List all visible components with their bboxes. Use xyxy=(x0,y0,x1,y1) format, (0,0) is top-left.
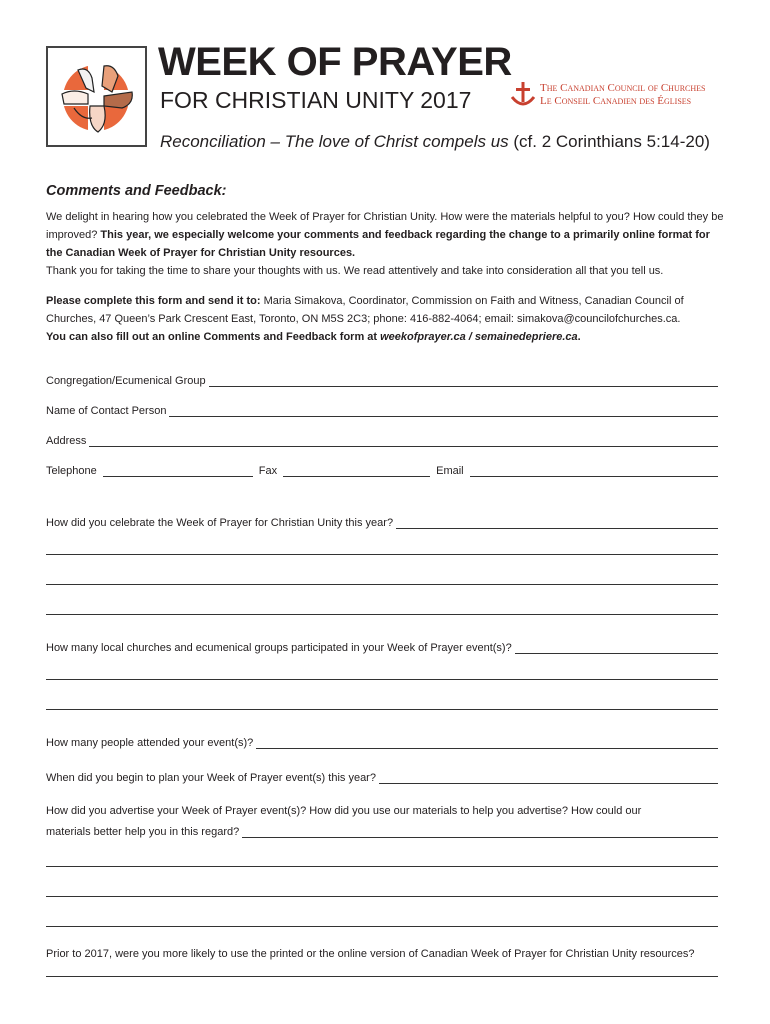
page-title: WEEK OF PRAYER xyxy=(158,40,512,84)
email-label: Email xyxy=(436,465,464,477)
question-participants-label: How many local churches and ecumenical groups participated in your Week of Prayer event(s)? xyxy=(46,642,512,654)
page-title-line2: FOR CHRISTIAN UNITY 2017 xyxy=(160,87,472,113)
answer-line[interactable] xyxy=(46,554,718,555)
question-attendance-label: How many people attended your event(s)? xyxy=(46,737,254,749)
theme-reference: (cf. 2 Corinthians 5:14-20) xyxy=(508,132,710,151)
answer-line[interactable] xyxy=(396,516,718,529)
congregation-label: Congregation/Ecumenical Group xyxy=(46,375,206,387)
week-of-prayer-logo xyxy=(46,46,147,147)
ccc-org-name xyxy=(540,82,706,108)
fax-label: Fax xyxy=(258,465,278,477)
intro-thanks: Thank you for taking the time to share your thoughts with us. We read attentively and take into consideration all that you tell us. xyxy=(46,265,664,277)
address-field[interactable] xyxy=(46,429,718,447)
contact-name-label: Name of Contact Person xyxy=(46,405,167,417)
send-bold: Please complete this form and send it to: xyxy=(46,295,261,307)
answer-line[interactable] xyxy=(46,976,718,977)
answer-line[interactable] xyxy=(46,866,718,867)
answer-line[interactable] xyxy=(46,679,718,680)
question-print-vs-online: Prior to 2017, were you more likely to use the printed or the online version of Canadian Week of Prayer for Christian Unity resources? xyxy=(46,948,695,960)
question-celebrate-label: How did you celebrate the Week of Prayer for Christian Unity this year? xyxy=(46,517,394,529)
theme-italic: Reconciliation – The love of Christ compels us xyxy=(160,132,509,151)
question-celebrate[interactable] xyxy=(46,511,718,529)
address-input-line[interactable] xyxy=(89,434,718,447)
org-name-fr: Le Conseil Canadien des Églises xyxy=(540,95,692,107)
send-paragraph xyxy=(46,292,726,346)
question-planning-label: When did you begin to plan your Week of Prayer event(s) this year? xyxy=(46,772,376,784)
email-input-line[interactable] xyxy=(470,464,718,477)
boat-cross-icon xyxy=(511,81,535,109)
section-title: Comments and Feedback: xyxy=(46,183,227,199)
online-form-end: . xyxy=(577,331,581,343)
question-attendance[interactable] xyxy=(46,731,718,749)
question-advertise[interactable] xyxy=(46,820,718,838)
answer-line[interactable] xyxy=(46,709,718,710)
phone-fax-email-row xyxy=(46,459,718,477)
answer-line[interactable] xyxy=(379,771,718,784)
address-label: Address xyxy=(46,435,87,447)
intro-paragraph xyxy=(46,208,726,280)
intro-text: We delight in hearing how you celebrated the Week of Prayer for Christian Unity. How were the materials helpful to you? How could they be improved? xyxy=(46,211,724,241)
theme-line xyxy=(160,132,710,152)
congregation-input-line[interactable] xyxy=(209,374,718,387)
org-name-en: The Canadian Council of Churches xyxy=(540,82,706,94)
answer-line[interactable] xyxy=(46,926,718,927)
question-advertise-label-line2: materials better help you in this regard? xyxy=(46,826,240,838)
answer-line[interactable] xyxy=(46,584,718,585)
telephone-input-line[interactable] xyxy=(103,464,253,477)
fax-input-line[interactable] xyxy=(283,464,430,477)
online-form-text: You can also fill out an online Comments and Feedback form at xyxy=(46,331,381,343)
question-planning[interactable] xyxy=(46,766,718,784)
answer-line[interactable] xyxy=(256,736,718,749)
contact-name-input-line[interactable] xyxy=(169,404,718,417)
contact-name-field[interactable] xyxy=(46,399,718,417)
question-participants[interactable] xyxy=(46,636,718,654)
answer-line[interactable] xyxy=(515,641,718,654)
send-address: Maria Simakova, Coordinator, Commission on Faith and Witness, Canadian Council of Churches, 47 Queen’s Park Crescent East, Toronto, ON M5S 2C3; phone: 416-882-4064; email: simakova@councilofchurches.ca. xyxy=(46,295,684,325)
telephone-label: Telephone xyxy=(46,465,97,477)
intro-bold: This year, we especially welcome your comments and feedback regarding the change to a primarily online format for the Canadian Week of Prayer for Christian Unity resources. xyxy=(46,229,710,259)
ccc-logo xyxy=(511,81,535,109)
answer-line[interactable] xyxy=(46,896,718,897)
online-form-link[interactable]: weekofprayer.ca / semainedepriere.ca xyxy=(380,331,578,343)
answer-line[interactable] xyxy=(242,825,718,838)
question-advertise-label: How did you advertise your Week of Prayer event(s)? How did you use our materials to help you advertise? How could our xyxy=(46,805,642,817)
answer-line[interactable] xyxy=(46,614,718,615)
congregation-field[interactable] xyxy=(46,369,718,387)
hands-cross-icon xyxy=(48,48,145,145)
